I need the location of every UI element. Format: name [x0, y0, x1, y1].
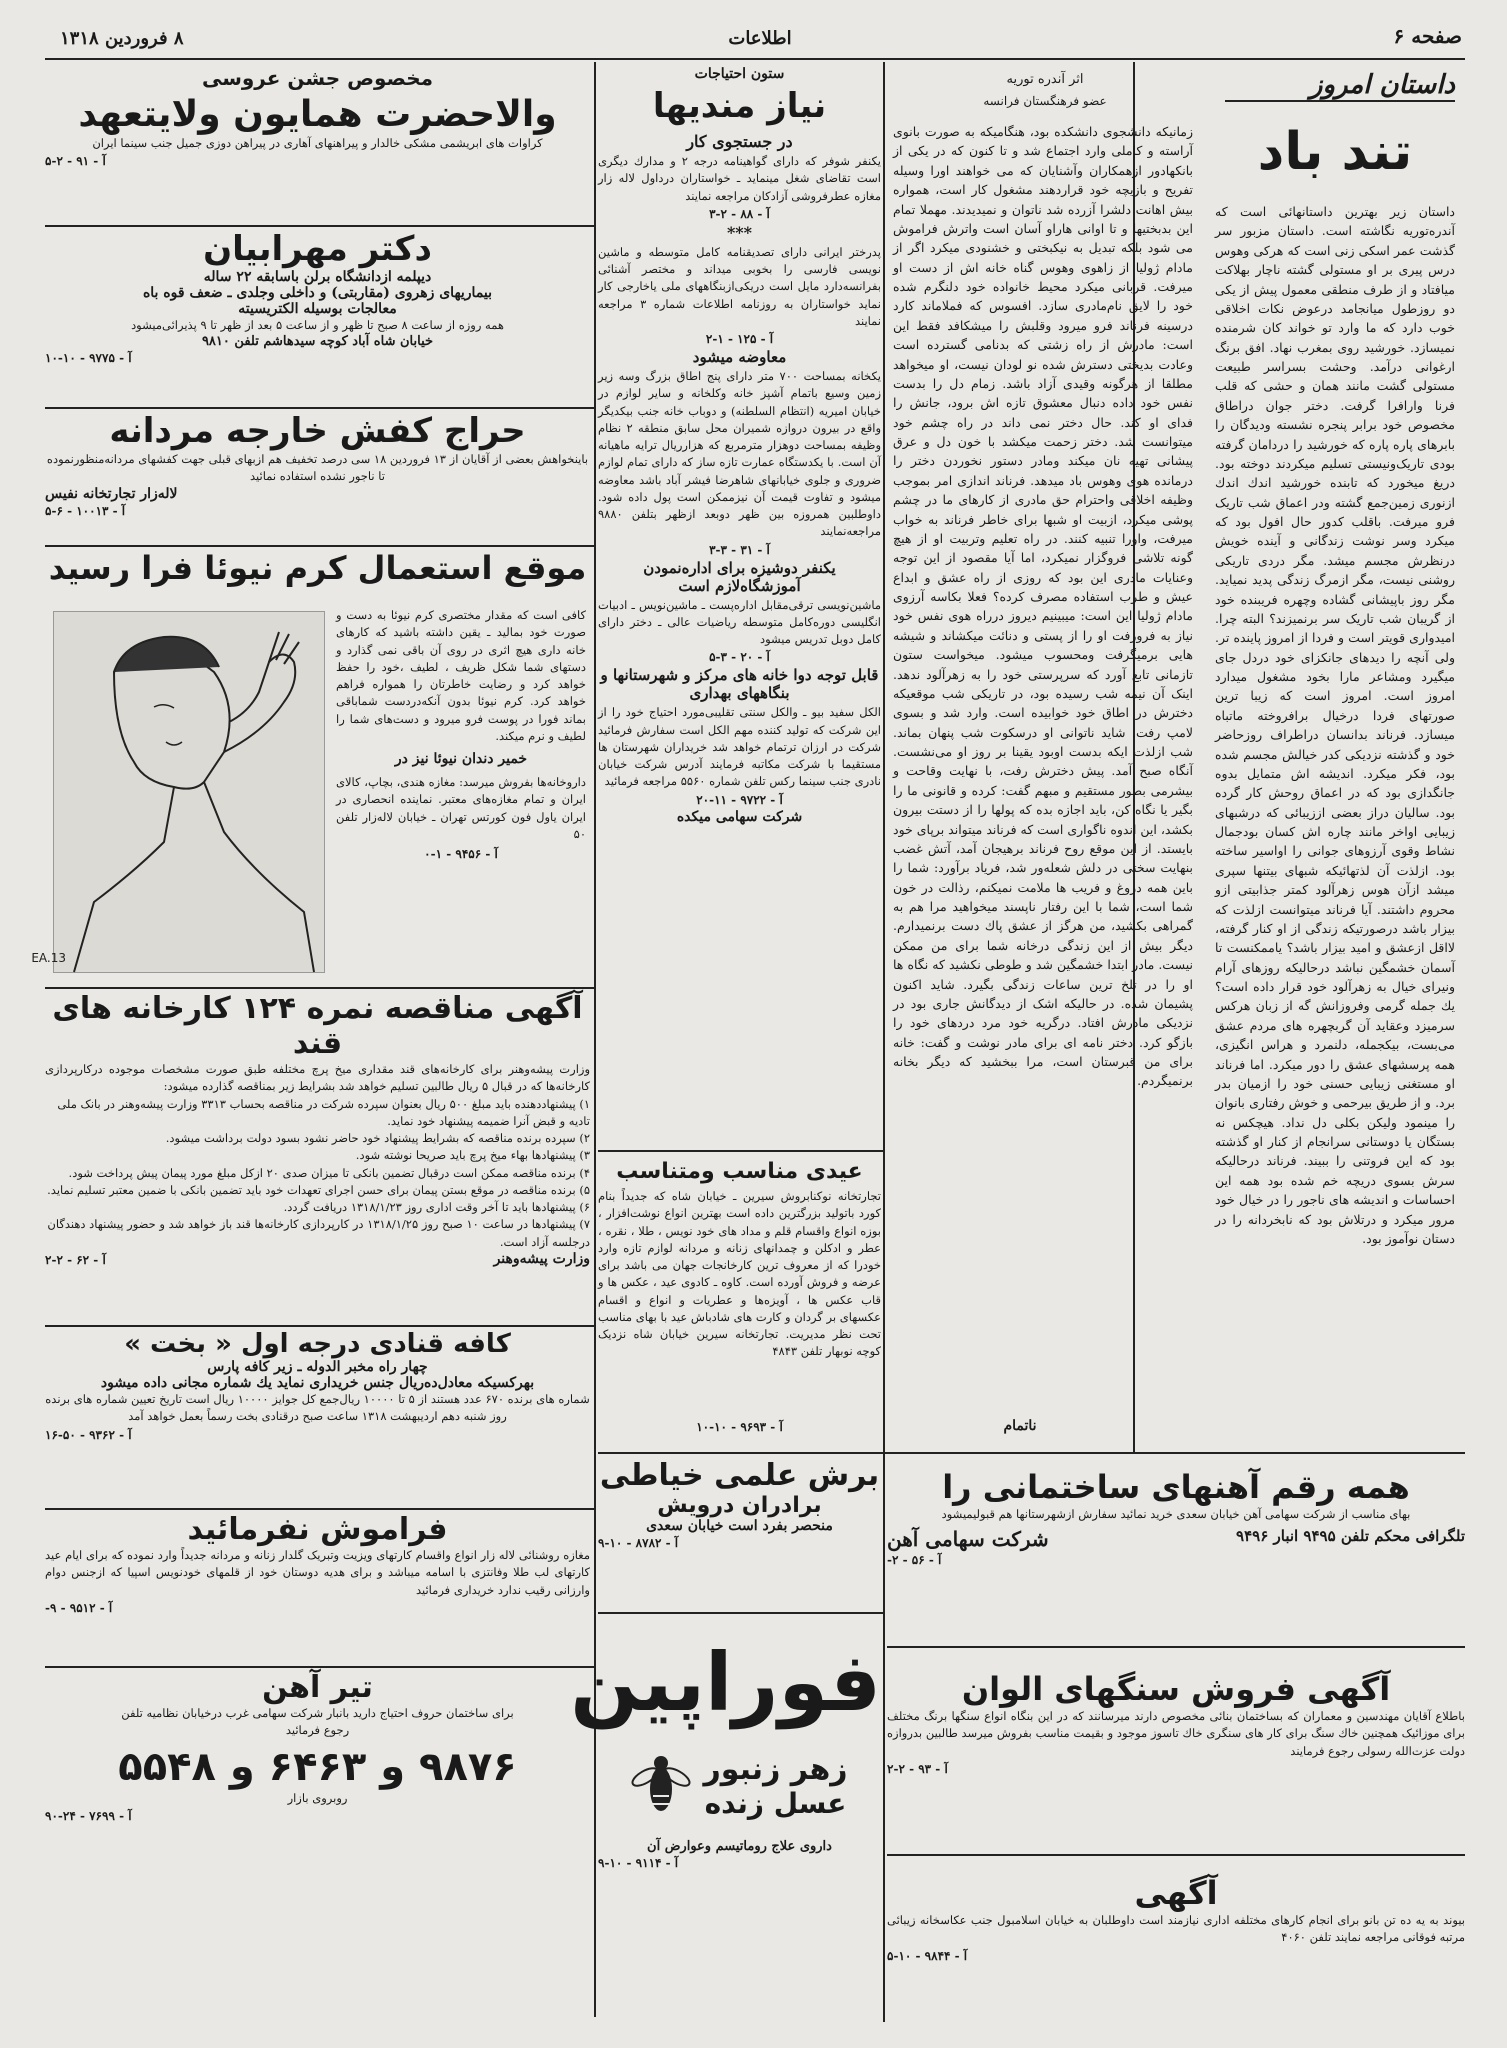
needs-sub-pharmacy: قابل توجه دوا خانه های مرکز و شهرستانها و بنگاههای بهداری	[600, 666, 879, 703]
pipes-body: برای ساختمان حروف احتیاج دارید بانبار شرکت سهامی غرب درخیابان نظامیه تلفن	[121, 1706, 514, 1720]
forget-ref: آ - ۹۵۱۲ - ۹-	[45, 1600, 113, 1615]
woman-illustration	[31, 611, 325, 973]
iron-body: بهای مناسب از شرکت سهامی آهن خیابان سعدی خرید نمائید سفارش ازشهرستانها هم قبولیمیشود	[941, 1507, 1411, 1521]
doctor-name: دکتر مهرابیان	[203, 229, 432, 269]
story-continued: ناتمام	[1003, 1418, 1037, 1434]
needs-ref-3: آ - ۳۱ - ۳-۳	[709, 542, 770, 557]
pipes-ref: آ - ۷۶۹۹ - ۲۴-۹۰	[45, 1808, 132, 1823]
stones-ad	[887, 1650, 1465, 1850]
needs-ref-5: آ - ۹۷۲۲ - ۱۱-۲۰	[696, 792, 783, 807]
nivea-sub: خمیر دندان نیوئا نیز در	[394, 751, 528, 767]
iron-ref: آ - ۵۶ - ۲-	[887, 1553, 942, 1568]
ad-rule	[45, 545, 594, 547]
needs-text-3: یکخانه بمساحت ۷۰۰ متر دارای پنج اطاق بزرگ وسه زیر زمین وسیع باتمام آشپز خانه وکلخانه و سایر لوازم در خیابان امیریه (انتظام السلطنه) و دوباب خانه جنب بیکدیگر واقع در بیرون دروازه شمیران محل سابق منطقه ۲ نظام وظیفه بمساحت دوهزار مترمربع که هزارریال ترایه ماهیانه آن است. با یکدستگاه عمارت تازه ساز که دارای تمام لوازم ضروری و جلوی خیابانهای شاهرضا فیشر آباد باشد معاوضه میشود و تفاوت قیمت آن نیزممکن است پول داده شود. داوطلبین همروزه بین ظهر دوبعد ازظهر بتلفن ۹۸۸۰ مراجعه‌نمایند	[598, 369, 882, 539]
tender-item: ۶) پیشنهادها باید تا آخر وقت اداری روز ۱۳۱۸/۱/۲۳ دریافت گردد.	[283, 1200, 590, 1214]
doctor-line-3: معالجات بوسیله الکتریسیته	[238, 301, 397, 317]
needs-column	[598, 62, 881, 1147]
stones-ref: آ - ۹۳ - ۲-۲	[887, 1761, 948, 1776]
pipes-ad	[45, 1670, 590, 2025]
ad-rule	[45, 1666, 594, 1668]
story-title: تند باد	[1257, 122, 1413, 182]
iron-sign: شرکت سهامی آهن	[887, 1527, 1049, 1552]
notice-title: آگهی	[1134, 1874, 1218, 1912]
notice-ref: آ - ۹۸۴۴ - ۱۰-۵	[887, 1948, 968, 1963]
tender-item: ۱) پیشنهاددهنده باید مبلغ ۵۰۰ ریال بعنوان سپرده شرکت در مناقصه بحساب ۳۳۱۳ وزارت پیشه‌وهنر در بانک ملی تادیه و قبض آنرا ضمیمه پیشنهاد خود نماید.	[57, 1096, 590, 1128]
tender-ad	[45, 991, 590, 1321]
wedding-line: مخصوص جشن عروسی	[201, 66, 434, 90]
eid-title: عیدی مناسب ومتناسب	[616, 1159, 863, 1184]
cafe-line-2: بهرکسیکه معادل‌ده‌ریال جنس خریداری نماید یك شماره مجانی داده میشود	[100, 1375, 535, 1391]
tender-item: ۷) پیشنهادها در ساعت ۱۰ صبح روز ۱۳۱۸/۱/۲۵ در کارپردازی کارخانه‌ها قند باز خواهد شد و حضور پیشنهاد دهندگان درجلسه آزاد است.	[47, 1217, 590, 1249]
shoes-body: باینخواهش بعضی از آقایان از ۱۳ فروردین ۱۸ سی درصد تخفیف هم ازبهای قبلی جهت کفشهای مردانه‌منظورنموده تا ناجور نشده استفاده نمائید	[46, 452, 589, 484]
bee-icon	[631, 1741, 691, 1831]
shoes-title: حراج کفش خارجه مردانه	[109, 411, 526, 451]
ad-rule	[45, 407, 594, 409]
forapin-sub-1: زهر زنبور	[703, 1752, 848, 1787]
needs-text-5: الکل سفید بیو ـ والکل سنتی تقلیبی‌مورد احتیاج خود را از این شرکت که تولید کننده مهم الکل است سفارش فرمائید شرکت در ارزان ترتمام خواهد شد خریداران شهرستان ها مستقیما با شرکت مکاتبه فرمایند آدرس شرکت خیابان نادری جنب سینما رکس تلفن شماره ۵۵۶۰ مراجعه فرمائید	[598, 705, 881, 789]
ad-rule	[887, 1854, 1465, 1856]
tailor-ad	[598, 1458, 881, 1608]
needs-text-1: یکنفر شوفر که دارای گواهینامه درجه ۲ و مدارك دیگری است تقاضای شغل مینماید ـ خواستاران درداول لاله زار مغازه عطرفروشی آزادکان مراجعه نمایند	[598, 154, 881, 203]
iron-title: همه رقم آهنهای ساختمانی را	[942, 1468, 1410, 1506]
needs-ref-2: آ - ۱۲۵ - ۱-۲	[705, 332, 774, 346]
tailor-sub: برادران درویش	[657, 1493, 822, 1518]
cafe-line-1: چهار راه مخبر الدوله ـ زیر کافه پارس	[207, 1359, 428, 1375]
needs-text-4: ماشین‌نویسی ترقی‌مقابل اداره‌پست ـ ماشین‌نویس ـ ادبیات انگلیسی دوره‌کامل متوسطه ریاضیات عالی ـ دختر دارای کامل دوبل تدریس میشود	[598, 597, 881, 646]
needs-title: نیاز مندیها	[652, 86, 827, 126]
nivea-text: کافی است که مقدار مختصری کرم نیوئا به دست و صورت خود بمالید ـ یقین داشته باشید که کارهای خانه داری هیچ اثری در روی آن باقی نمی گذارد و دستهای شما شکل ظریف ، لطیف‌ ،خود را حفظ خواهد کرد و رضایت خاطرتان را همواره فراهم خواهد کرد. کرم نیوئا بدون آنکه‌دردست شما‌باقی بماند فورا در پوست فرو میرود و دست‌های شما را لطیف و نرم میکند.	[336, 608, 586, 743]
nivea-title: موقع استعمال کرم نیوئا فرا رسید	[48, 549, 587, 587]
doctor-line-5: خیابان شاه آباد کوچه سیدهاشم تلفن ۹۸۱۰	[201, 334, 434, 350]
illustration-signature: EA.13	[31, 951, 66, 965]
tender-item: ۳) پیشنهادها بهاء میخ پرچ باید صریحا نوشته شود.	[355, 1148, 590, 1163]
tender-title: آگهی مناقصه نمره ۱۲۴ کارخانه های قند	[52, 991, 583, 1061]
story-column-1: داستان زیر بهترین داستانهائی است که آندره‌توریه نگاشته است. داستان مزبور سر گذشت عمر اسکی زنی است که هرکی وهوس درس پیری بر او مستولی گشته ناچار بهلاکت میافتاد و از طرف منطقی معمول پیش از یکی دو روزطول میانجامد درعوض نکات اخلاقی خوب دارد که ما وارد تو خواند کان شرمنده نمیسازد. خورشید روی بمغرب نهاد. افق برنگ ارغوانی درآمد. وحشت بسراسر طبیعت مستولی گشت مانند همان و حشی که قلب فرنا وارافرا گرفت. دختر جوان دراطاق مخصوص خود برابر پنجره نشسته ودیدگان را بابرهای پاره پاره که خورشید را دردامان گرفته بودی تاریک‌ونیستی تسلیم میکردند دوخته بود. دریغ میخورد که تابنده خورشید اندك اندك ازنوری زمین‌جمع گشته ودر اعماق شب تاریک فرو میرفت. باقلب کدور حال افول بود که میکرد وسر نوشت زندگانی و آینده خویش درنظرش مجسم میشد. مگر دردی تاریکی روشنی نیست، مگر ازمرگ زندگی پدید نمیاید. مگر روز باپیشانی گشاده وچهره فریبنده خود از گریبان شب تاریک سر برنمیزند؟ البته چرا. امیدواری قویتر است و فردا از امروز پاینده تر. ولی آنچه را دیدهای جانکزای خود دردل جای میگیرد ومشاعر مارا بخود مشغول میدارد امروز است. امروز است که زیبا ترین صورتهای فردا درخیال برافروخته ماتباه میسازد. فرناند بدانسان دراطراف روزحاضر خود و گذشته نزدیکی کدر خیالش مجسم شده بود، فکر میکرد. اندیشه اش متمایل بدوه جانگدازی بود که در اعماق روحش کار گرده بود. سالیان دراز بعضی اززیبائی که درشبهای زیبایی اواخر مانند چاره اش کسان بودجمال نشاط وقوی آرزوهای جوانی را اواسیر ساخته بود. ازلذت آن لذتهائیکه شبهای بیتنها سپری میشد ازآن هوس زهرآلود کمتر جذابیتی ازو محروم داشتند. آیا فرناند میتوانست ازلذت که بیزار باشد درصورتیکه زندگی از او کنار گرفته، لااقل ازعشق و امید بیزار باشد؟ یاممکنست تا آسمان خشمگین نباشد درحالیکه روزهای آرام ونیرای خیال به زهرآلود خود قرار داده است؟ یك جمله گرمی وفروزانش گه از زبان هرکس سرمیزد وعقاید آن گربچهره های مردم عشق می‌بست، بیکجمله، دلنمرد و هراس انگیزی، همه پرسشهای عشق را دور میکرد. اما فرناند او مستغنی زیبایی حسنی خود را ازمیان بدر برد. و از طریق بیرحمی و خوش رفتاری بانوان را مینمود ولیکن بکلی دل نداد. هیچکس نه بستگان یا دوستانی سرانجام از کنار او گذشته بود که این فروتنی را ببیند. فرناند درحالیکه سرش بسوی دریچه خم شده بود همه این احساسات و اندیشه های ناجور را در خیال خود مرور میکرد و درتلاش بود که نابخردانه را در دستان نوآموز بود.	[1215, 204, 1455, 1246]
issue-date: ۸ فروردین ۱۳۱۸	[60, 28, 184, 49]
needs-sub-job: در جستجوی کار	[686, 132, 793, 151]
tender-intro: وزارت پیشه‌وهنر برای کارخانه‌های قند مقداری میخ پرچ مختلفه طبق صورت مشخصات موجوده درکارپردازی کارخانه‌ها که در قبال ۵ ریال طالبین تسلیم خواهد شد بشرایط زیر بمناقصه گذارده میشود:	[45, 1062, 590, 1094]
needs-sign-5: شرکت سهامی میکده	[676, 808, 803, 825]
needs-ref-1: آ - ۸۸ - ۲-۳	[709, 206, 770, 221]
ad-rule	[887, 1646, 1465, 1648]
forapin-ad	[570, 1616, 881, 2021]
story-author-note: عضو فرهنگستان فرانسه	[983, 94, 1107, 108]
doctor-line-2: بیماریهای زهروی (مقاربتی) و داخلی وجلدی ـ ضعف قوه باه	[142, 285, 493, 301]
needs-sub-school: یکنفر دوشیزه برای اداره‌نمودن آموزشگاه‌لازم است	[643, 558, 836, 595]
shoes-sign: لاله‌زار تجارتخانه نفیس	[45, 485, 178, 502]
section-rule	[598, 1452, 1465, 1454]
needs-text-2: پدرختر ایرانی دارای تصدیقنامه کامل متوسطه و ماشین نویسی فارسی را بخوبی میداند و مختصر آشنائی بفرانسه‌دارد مایل است دریکی‌ازبنگاههای ملی یاخارجی کار نماید خواستاران به روزنامه اطلاعات شماره ۳ مراجعه نمایند	[598, 244, 881, 328]
eid-ad	[598, 1155, 881, 1450]
notice-body: بیوند به یه ده تن بانو برای انجام کارهای مختلفه اداری نیازمند است داوطلبان به خیابان اسلامبول جنب عکاسخانه زیبائی مرتبه فوقانی مراجعه نمایند تلفن ۴۰۶۰	[887, 1913, 1465, 1945]
story-column-2: زمانیکه دانشجوی دانشکده بود، هنگامیکه به صورت بانوی آراسته و کاملی وارد اجتماع شد و تا کنون که در یکی از بانکهادور ازهمکاران وآشنایان که می خواهند اورا وسیله تفریح و بازیچه خود قراردهند مشغول کار است، همواره بیش اهانت دلشرا آزرده شد ناتوان و نمیدیدند. مهملا تمام این بدبختیها و تا اوانی هاراو آسان است واترش فراموش می شود بلکه تبدیل به نیکبختی و خشنودی میکرد اگر از مادام ژولیا از زاهوی وهوس گناه خانه اش از دست او میرفت. قربانی میکرد محیط خانواده خود دلنگرم شده خود را لایق نام‌مادری سازد. افسوس که فملاماند کارد درسینه فرناند فرو میرود وقلبش را میشکافد فقط این است: مادرش از راه زشتی که بدنامی گسترده است وعادت بدیختی دسترش شده نو لودان نیست، او میخواهد مطلقا از هرگونه وقیدی آزاد باشد. زمام دل را بدست نفس خود داده دنبال معشوق تازه اش برود، جانش را فدای او کند. حال دختر نمی داند در راه چشم خود میتوانست شد. دختر زحمت میکشد با خون دل و عرق پیشانی تهیه نان میکند ومادر دستور نخوردن دختر را درمانده هوی وهوس باد میدهد. فرناند اندازی امر بموجب وظیفه اخلاقی واحترام حق مادری از کارهای ما در چشم پوشی میکرد، ازبیت او شبها برای خاطر فرناند به خواب میرفت، واورا تنبیه کنند. در راه تعلیم وتربیت او از هیچ گونه تلاشی فروگزار نمیکرد، اما آیا مقصود از این توجه وعنایات مادری این بود که روزی از راه عشق و ابداع عیش و طرب استفاده مصرف کرده؟ فعلا بکاسه آرزوی مادام ژولیا این است: میبینیم دیروز درراه هوی نفس خود نیاز به فرورفت او را از پستی و دنائت میکشاند و شیشه هایی برمیگرفت ومحسوب میشود. میخواست ستون تازمانی تابع آورد که سرپرستی خود را به زهرآلود ندهد. اینک آن نیمه شب رسیده بود، در تاریکی شب موقعیکه دخترش در اطاق خود خوابیده است. وارد شد و بسوی لامپ رفت. شاید ناتوانی او درسکوت شب پنهان بماند. شب ازلذت ایکه بدست اوبود یقینا بر روز او می‌نشست. آنگاه صبح آمد. پیش دخترش رفت، با نهایت وقاحت و بیشرمی بطور مستقیم و مبهم گفت: کرده و قانونی ما را بگیر یا نگاه کن، باید اجازه بده که پولها را از دستت بیرون بکشد، این اندوه ناگواری است که فرناند میتواند برپای خود بایستد. از این موقع روح فرناند برهیجان آمد، آتش غضب بنهایت سختی در دلش شعله‌ور شد، فریاد برآورد: شما را باین همه دروغ و فریب ها ملامت نمیکنم، رذالت در خون شما است، شما با این رفتار ناپسند میخواهید مرا هم به گمراهی بکشید، من هرگز از عشق پاك دست برنمیدارم. دیگر بیش از این زندگی درخانه شما برای من ممکن نیست. مادر ابتدا خشمگین شد و طوطی نکشید که نگاه ها او را در تلخ ترین ساعات زندگی بگیرد. شاید اکنون پشیمان شده. در حالیکه اشک از دیدگانش جاری بود در نزدیکی مادرش افتاد. درگریه خود مرد دردهای خود را بازگو کرد. دختر نامه ای برای مادر نوشت و گفت: خانه برای من قبرستان است، مرا ببخشید که دیگر بخانه برنمیگردم.	[893, 124, 1193, 1089]
cafe-ad	[45, 1329, 590, 1504]
forget-body: مغازه روشنائی لاله زار انواع واقسام کارتهای ویزیت وتبریک گلدار زنانه و مردانه جدیداً وارد نموده که برای ایام عید کارتهای لب طلا وفانتزی با اسامه میباشد و برای هدیه دوستان خود از قلمهای خودنویس اسپیا که ازجنس دوام وارزانی رقیب ندارد خریداری فرمائید	[45, 1548, 590, 1597]
tailor-title: برش علمی خیاطی	[599, 1458, 880, 1493]
ad-rule	[45, 1508, 594, 1510]
story	[885, 62, 1465, 1452]
nivea-ad	[31, 549, 590, 984]
tender-item: ۵) برنده مناقصه در موقع بستن پیمان برای حسن اجرای تعهدات خود باید تضمین بانکی با ضمین معتبر تسلیم نماید.	[47, 1182, 590, 1197]
forapin-title: فوراپین	[570, 1636, 881, 1729]
doctor-line-4: همه روزه از ساعت ۸ صبح تا ظهر و از ساعت ۵ بعد از ظهر تا ۹ پذیرائی‌میشود	[131, 318, 504, 332]
tender-item: ۲) سپرده برنده مناقصه که بشرایط پیشنهاد خود حاضر نشود بسود دولت برداشت میشود.	[165, 1131, 590, 1145]
ad-rule	[45, 1325, 594, 1327]
pipes-phones: ۹۸۷۶ و ۶۴۶۳ و ۵۵۴۸	[118, 1743, 517, 1790]
ad-rule	[45, 987, 594, 989]
needs-section: ستون احتیاجات	[694, 66, 785, 82]
wedding-ad	[45, 62, 590, 222]
header-rule	[45, 58, 1465, 60]
forapin-ref: آ - ۹۱۱۴ - ۱۰-۹	[598, 1856, 679, 1870]
shoes-ref: آ - ۱۰۰۱۳ - ۶-۵	[45, 503, 126, 518]
forapin-sub-2: عسل زنده	[704, 1787, 847, 1820]
nivea-ref: آ - ۹۴۵۶ - ۱-۰	[424, 847, 498, 861]
wedding-title: والاحضرت همایون ولایتعهد	[78, 94, 557, 135]
eid-ref: آ - ۹۶۹۳ - ۱۰-۱۰	[696, 1420, 783, 1434]
nivea-body	[336, 607, 586, 863]
tailor-ref: آ - ۸۷۸۲ - ۱۰-۹	[598, 1536, 679, 1550]
forget-title: فراموش نفرمائید	[187, 1512, 448, 1547]
cafe-line-3: شماره های برنده ۶۷۰ عدد هستند از ۵ تا ۱۰۰۰۰ ریال‌جمع کل جوایز ۱۰۰۰۰ ریال است تاریخ تعیین شماره های برنده روز شنبه دهم اردیبهشت ۱۳۱۸ ساعت صبح درقنادی بخت رسماً بعمل خواهد آمد	[45, 1392, 590, 1424]
cafe-ref: آ - ۹۳۶۲ - ۵۰-۱۶	[45, 1427, 132, 1442]
needs-ref-4: آ - ۲۰ - ۳-۵	[709, 650, 770, 665]
story-author: اثر آندره توریه	[1006, 72, 1084, 87]
cafe-title: کافه قنادی درجه اول « بخت »	[124, 1329, 511, 1359]
nivea-text-2: داروخانه‌ها بفروش میرسد: مغازه هندی، بچاپ، کالای ایران و تمام مغازه‌های معتبر. نماینده انحصاری در ایران یاول فون کورتس تهران ـ خیابان لاله‌زار تلفن ۵۰	[336, 775, 586, 841]
stones-title: آگهی فروش سنگهای الوان	[961, 1670, 1391, 1708]
tender-ref: آ - ۶۲ - ۲-۲	[45, 1252, 106, 1267]
pipes-note-2: روبروی بازار	[287, 1790, 348, 1805]
tender-item: ۴) برنده مناقصه ممکن است درقبال تضمین بانکی تا میزان صدی ۲۰ ازکل مبلغ مورد پیمان پیش پرداخت شود.	[68, 1165, 590, 1180]
page-number: صفحه ۶	[1393, 24, 1462, 48]
story-section-title: داستان امروز	[1225, 70, 1455, 102]
iron-phones: تلگرافی محکم تلفن ۹۴۹۵ انبار ۹۴۹۶	[1236, 1527, 1465, 1546]
stones-body: باطلاع آقایان مهندسین و معماران که بساختمان بنائی مخصوص دارند میرسانند که در این بنگاه انواع سنگها برنگ مختلف برای موزائیک همچنین خاك سنگ برای کار های سنگری خاك تاسوز موجود و بقیمت مناسب بفروش میرسد طالبین بدروازه دولت عزت‌الله رسولی رجوع فرمایند	[887, 1709, 1465, 1758]
ad-rule	[45, 225, 594, 227]
eid-body: تجارتخانه نوکنابروش سیرین ـ خیابان شاه که جدیداً بنام کورد باتولید بزرگترین داده است بهترین انواع نوشت‌افزار ، بوزه انواع واقسام قلم و مداد های خود نویس ، طلا ، نقره ، عطر و ادکلن و چمدانهای زنانه و مردانه لوازم تازه وارد خودرا که از معروف ترین کارخانجات جهان می باشد برای عرضه و فروش آورده است. کاوه ـ کادوی عید ، عکس ها و قاب عکس ها ، آویزه‌ها و عطریات و انواع و اقسام عکسهای بر گردان و کارت های شادباش عید با بهای مناسب تحت نظر مدیریت. تجارتخانه سیرین خیابان شاه نزدیک کوچه نوبهار تلفن ۴۸۴۳	[598, 1189, 881, 1359]
doctor-line-1: دیپلمه ازدانشگاه برلن باسابقه ۲۲ ساله	[203, 269, 432, 285]
notice-ad	[887, 1858, 1465, 2023]
tender-sign: وزارت پیشه‌وهنر	[493, 1250, 590, 1267]
doctor-ref: آ - ۹۷۷۵ - ۱۰-۱۰	[45, 351, 132, 366]
paper-name: اطلاعات	[728, 28, 792, 49]
section-rule	[598, 1612, 883, 1614]
wedding-body: کراوات های ابریشمی مشکی خالدار و پیراهنهای آهاری در پیراهن دوزی جمیل جنب سینما ایران	[92, 136, 543, 150]
column-rule	[883, 1452, 885, 2022]
tailor-address: منحصر بفرد است خیابان سعدی	[646, 1518, 833, 1534]
iron-ad	[887, 1458, 1465, 1643]
shoes-ad	[45, 411, 590, 541]
pipes-note-1: رجوع فرمائید	[285, 1723, 350, 1738]
needs-sub-exchange: معاوضه میشود	[692, 348, 787, 366]
pipes-title: تیر آهن	[262, 1670, 373, 1705]
forapin-body: داروی علاج روماتیسم وعوارض آن	[647, 1839, 832, 1854]
needs-divider: ***	[726, 222, 753, 242]
forget-ad	[45, 1512, 590, 1662]
wedding-ref: آ - ۹۱ - ۲-۵	[45, 154, 106, 169]
section-rule	[598, 1150, 883, 1152]
doctor-ad	[45, 229, 590, 404]
